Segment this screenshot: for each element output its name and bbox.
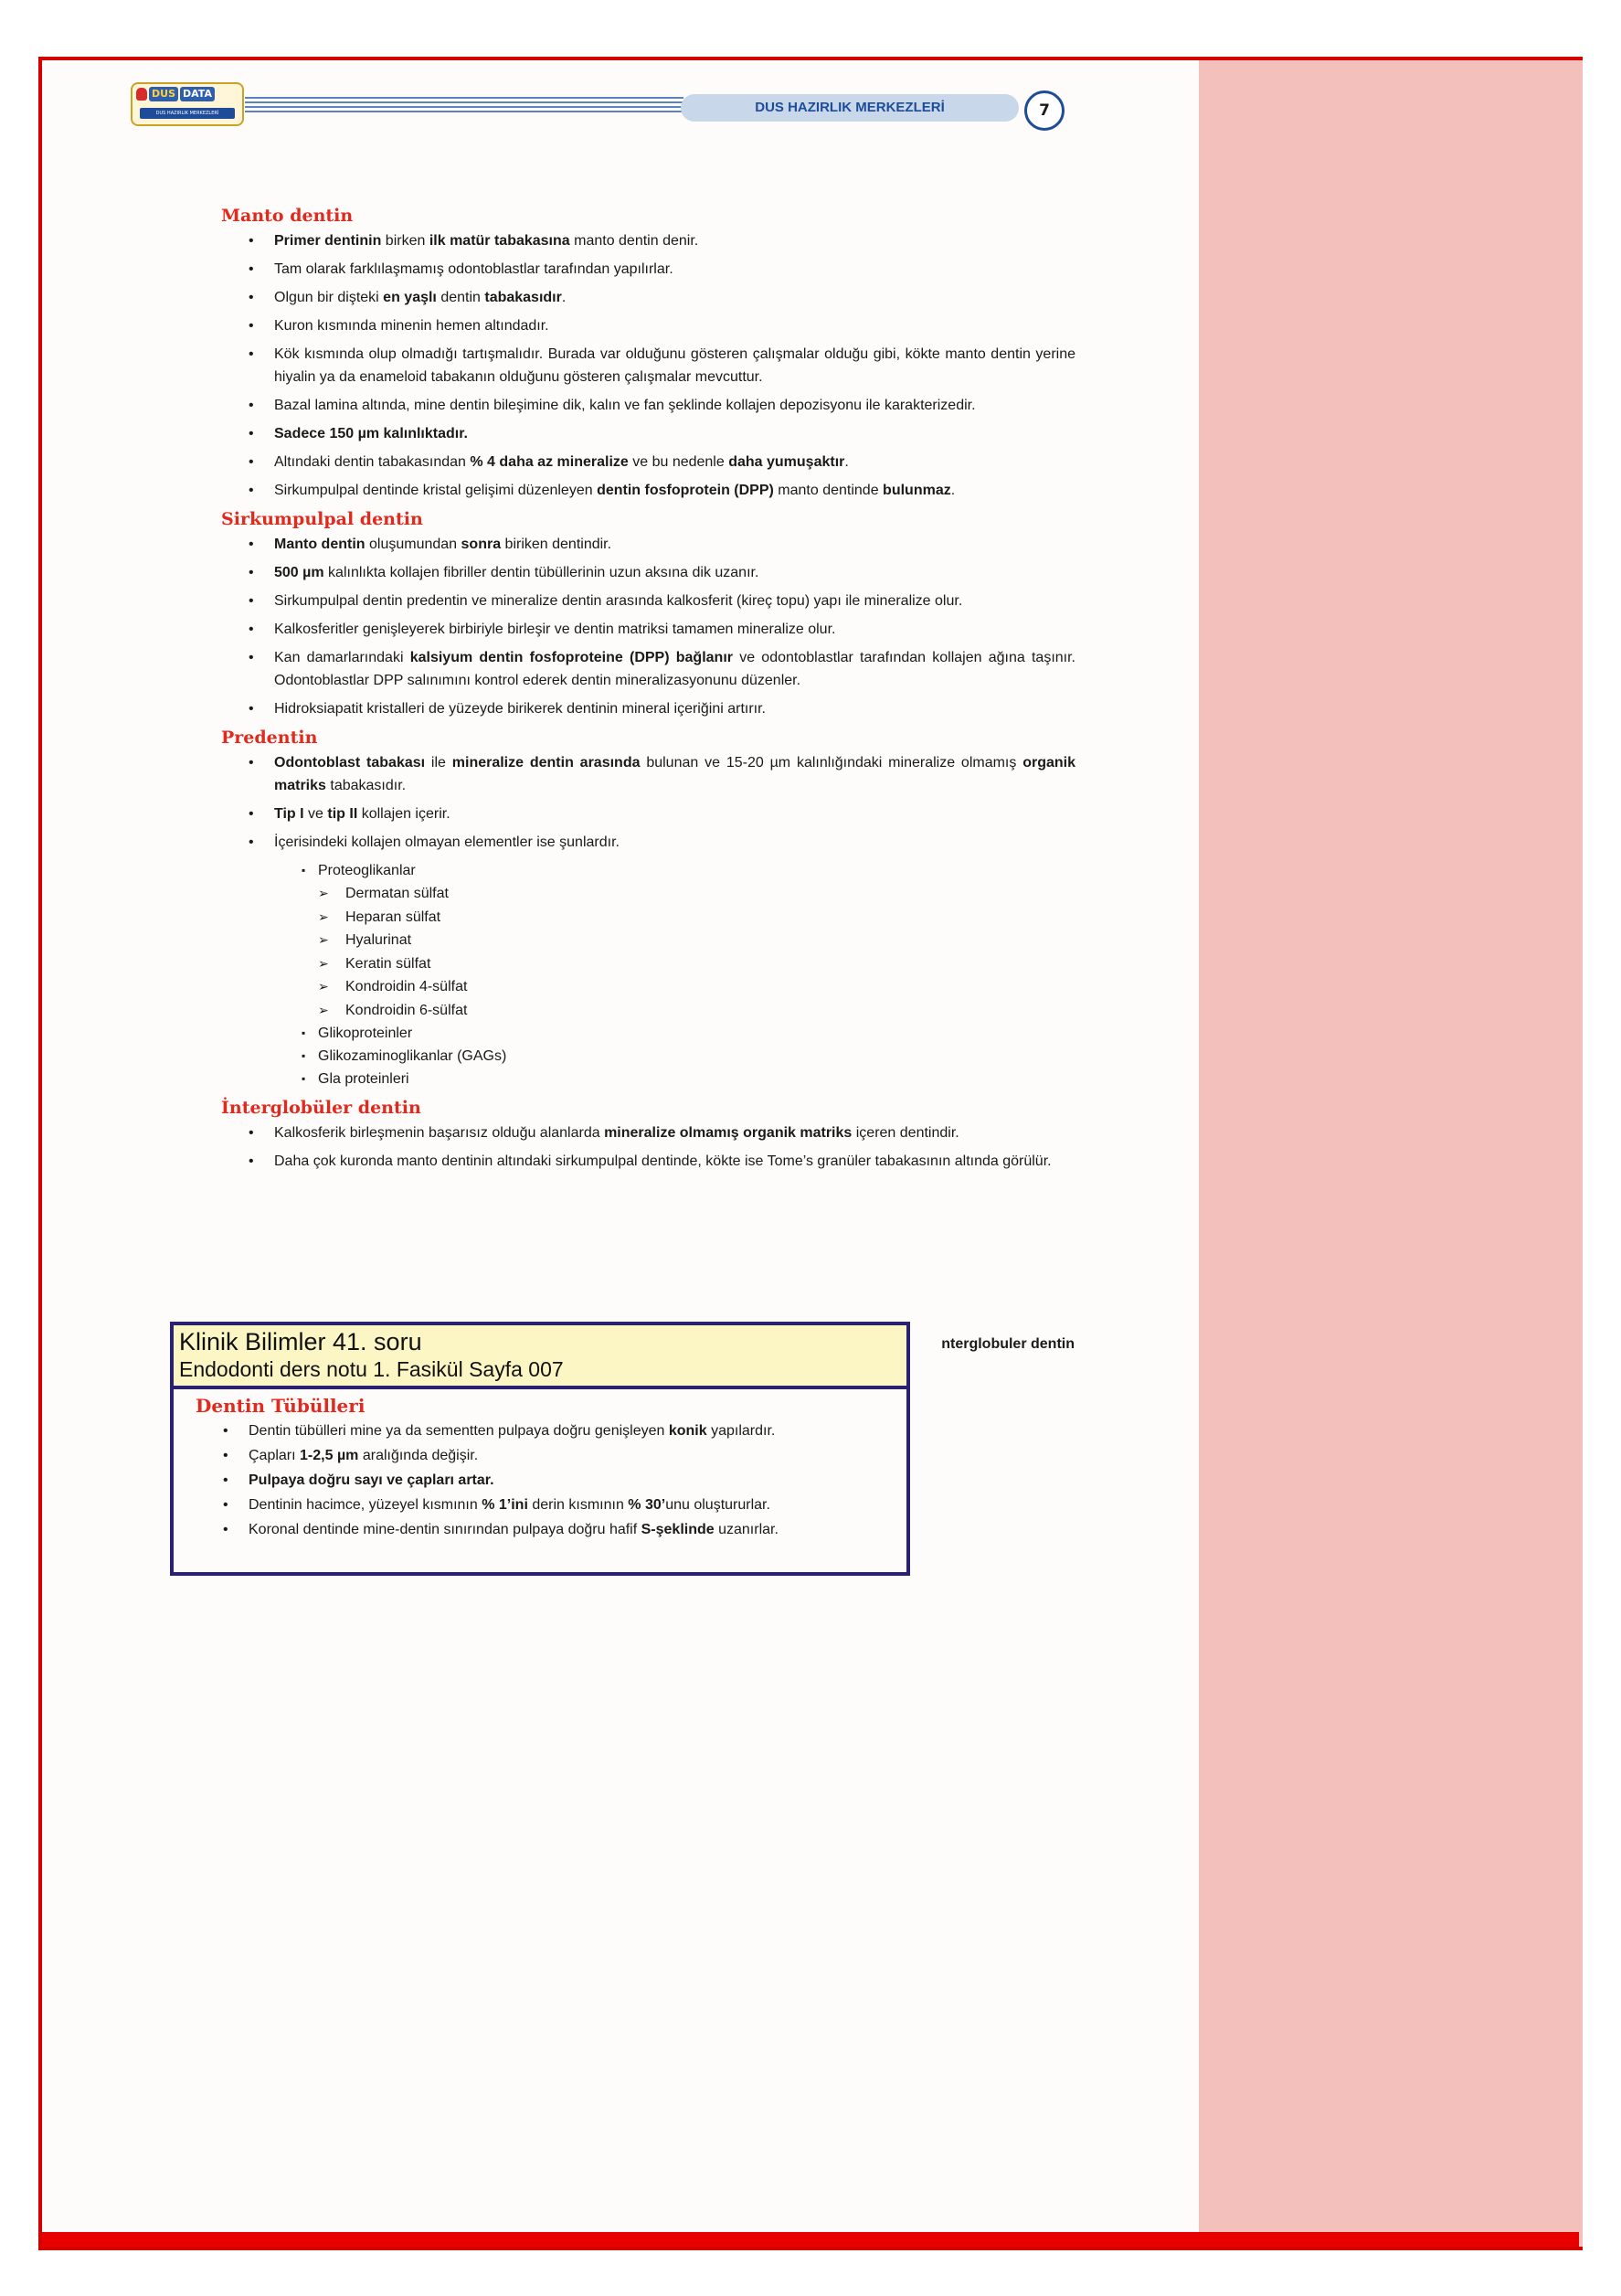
nested-list: [318, 882, 1075, 1022]
nested-list-item: ➢ Kondroidin 6-sülfat: [318, 999, 1075, 1023]
section-title: Predentin: [221, 728, 318, 748]
text-run: ve odontoblastlar tarafından kollajen ağına taşınır. Odontoblastlar DPP salınımını kontrol ederek dentin mineralizasyonunu düzenler.: [274, 650, 1076, 688]
bold-text: konik: [668, 1423, 707, 1439]
text-run: .: [950, 483, 956, 498]
text-run: dentin: [436, 290, 485, 305]
section-title: İnterglobüler dentin: [221, 1098, 421, 1118]
nested-list-item: ➢ Kondroidin 4-sülfat: [318, 975, 1075, 999]
annotation-box: [170, 1322, 910, 1576]
page-number: 7: [1024, 90, 1065, 131]
bullet-list: [221, 751, 1075, 854]
text-run: Olgun bir dişteki: [274, 290, 384, 305]
text-run: Kalkosferitler genişleyerek birbiriyle birleşir ve dentin matriksi tamamen mineralize olur.: [274, 622, 836, 637]
dusdata-logo: [131, 82, 244, 124]
sub-list-label: Glikozaminoglikanlar (GAGs): [318, 1048, 507, 1064]
text-run: .: [561, 290, 567, 305]
bold-text: kalsiyum dentin fosfoproteine (DPP) bağlanır: [409, 650, 733, 665]
bullet-list: [221, 533, 1075, 720]
bold-text: daha yumuşaktır: [728, 454, 845, 470]
logo-dus-text: DUS: [149, 87, 178, 101]
bottom-border-bar: [42, 2232, 1579, 2247]
list-item: [196, 1519, 890, 1541]
text-run: Altındaki dentin tabakasından: [274, 454, 471, 470]
text-run: Dentinin hacimce, yüzeyel kısmının: [249, 1497, 482, 1513]
page-margin: [1199, 60, 1583, 2247]
bold-text: Primer dentinin: [274, 233, 382, 249]
logo-data-text: DATA: [180, 87, 215, 101]
bold-text: ilk matür tabakasına: [429, 233, 570, 249]
bold-text: Pulpaya doğru sayı ve çapları artar.: [249, 1472, 494, 1488]
bold-text: tip II: [327, 806, 358, 822]
bold-text: en yaşlı: [383, 290, 437, 305]
text-run: Dentin tübülleri mine ya da sementten pulpaya doğru genişleyen: [249, 1423, 669, 1439]
text-run: Kan damarlarındaki: [274, 650, 410, 665]
bold-text: sonra: [461, 537, 502, 552]
document-body: [221, 206, 1075, 1180]
sub-list-item: [302, 859, 1075, 1022]
bullet-list: [196, 1420, 890, 1541]
text-run: kalınlıkta kollajen fibriller dentin tübüllerinin uzun aksına dik uzanır.: [323, 565, 759, 580]
text-run: aralığında değişir.: [358, 1448, 479, 1463]
tooth-icon: [136, 88, 147, 101]
text-run: .: [844, 454, 849, 470]
text-run: derin kısmının: [527, 1497, 629, 1513]
list-item: [221, 751, 1075, 797]
logo-subtitle: DUS HAZIRLIK MERKEZLERİ: [140, 108, 235, 119]
section-title: Manto dentin: [221, 206, 354, 226]
sub-list-label: Gla proteinleri: [318, 1071, 409, 1087]
text-run: Hidroksiapatit kristalleri de yüzeyde birikerek dentinin mineral içeriğini artırır.: [274, 701, 766, 717]
list-item: [196, 1420, 890, 1442]
list-item: [221, 394, 1075, 417]
partially-hidden-text: nterglobuler dentin: [941, 1336, 1075, 1352]
section: [221, 206, 1075, 502]
annotation-subtitle: Endodonti ders notu 1. Fasikül Sayfa 007: [179, 1357, 564, 1381]
text-run: kollajen içerir.: [357, 806, 450, 822]
section-title: Sirkumpulpal dentin: [221, 509, 423, 529]
bold-text: 500 µm: [274, 565, 324, 580]
nested-list-item: ➢ Dermatan sülfat: [318, 882, 1075, 906]
list-item: [221, 479, 1075, 502]
annotation-excerpt: [196, 1395, 890, 1544]
text-run: oluşumundan: [365, 537, 461, 552]
list-item: [221, 314, 1075, 337]
logo-frame: [131, 82, 244, 126]
text-run: ve: [303, 806, 328, 822]
nested-list-item: ➢ Heparan sülfat: [318, 906, 1075, 930]
bold-text: % 30’: [628, 1497, 666, 1513]
list-item: [221, 451, 1075, 473]
list-item: [221, 1121, 1075, 1144]
list-item: [221, 286, 1075, 309]
nested-list-item: ➢ Keratin sülfat: [318, 952, 1075, 976]
bold-text: dentin fosfoprotein (DPP): [597, 483, 774, 498]
text-run: Sirkumpulpal dentin predentin ve mineralize dentin arasında kalkosferit (kireç topu) yapı ile mineralize olur.: [274, 593, 963, 609]
sub-list-label: Proteoglikanlar: [318, 863, 416, 878]
bullet-list: [221, 1121, 1075, 1173]
sub-list-label: Glikoproteinler: [318, 1026, 413, 1041]
text-run: manto dentin denir.: [569, 233, 699, 249]
annotation-title: Klinik Bilimler 41. soru: [179, 1328, 422, 1355]
bold-text: Odontoblast tabakası: [274, 755, 426, 771]
list-item: [221, 561, 1075, 584]
list-item: [221, 422, 1075, 445]
list-item: [221, 646, 1075, 692]
text-run: uzanırlar.: [714, 1522, 779, 1537]
text-run: Kuron kısmında minenin hemen altındadır.: [274, 318, 549, 334]
text-run: içeren dentindir.: [852, 1125, 959, 1141]
nested-list-item: ➢ Hyalurinat: [318, 929, 1075, 952]
text-run: biriken dentindir.: [501, 537, 612, 552]
text-run: Daha çok kuronda manto dentinin altındaki sirkumpulpal dentinde, kökte ise Tome’s granüler tabakasının altında görülür.: [274, 1153, 1052, 1169]
bold-text: bulunmaz: [883, 483, 951, 498]
bold-text: tabakasıdır: [484, 290, 562, 305]
text-run: Sirkumpulpal dentinde kristal gelişimi düzenleyen: [274, 483, 598, 498]
section-title: Dentin Tübülleri: [196, 1395, 366, 1417]
section: [221, 1098, 1075, 1173]
text-run: birken: [381, 233, 429, 249]
list-item: [221, 697, 1075, 720]
header-title: DUS HAZIRLIK MERKEZLERİ: [681, 94, 1019, 122]
sub-list: [221, 859, 1075, 1090]
bold-text: organik matriks: [274, 755, 1076, 793]
text-run: Koronal dentinde mine-dentin sınırından pulpaya doğru hafif: [249, 1522, 641, 1537]
list-item: [221, 343, 1075, 388]
sub-list-item: [302, 1045, 1075, 1068]
list-item: [221, 803, 1075, 825]
text-run: manto dentinde: [773, 483, 884, 498]
bold-text: % 1’ini: [482, 1497, 528, 1513]
section: [221, 728, 1075, 1090]
list-item: [221, 831, 1075, 854]
list-item: [221, 590, 1075, 612]
annotation-header: [174, 1325, 906, 1389]
bold-text: 1-2,5 µm: [300, 1448, 359, 1463]
bullet-list: [221, 229, 1075, 502]
sub-list-item: [302, 1022, 1075, 1045]
list-item: [221, 229, 1075, 252]
list-item: [221, 618, 1075, 641]
text-run: Kök kısmında olup olmadığı tartışmalıdır. Burada var olduğunu gösteren çalışmalar olduğu gibi, kökte manto dentin yerine hiyalin ya da enameloid tabakanın olduğunu gösteren çalışmalar mevcuttur.: [274, 346, 1075, 385]
sub-list-item: [302, 1068, 1075, 1090]
text-run: tabakasıdır.: [325, 778, 407, 793]
bold-text: mineralize olmamış organik matriks: [604, 1125, 853, 1141]
section: [221, 509, 1075, 720]
text-run: yapılardır.: [706, 1423, 776, 1439]
bold-text: Sadece 150 µm kalınlıktadır.: [274, 426, 468, 441]
list-item: [196, 1445, 890, 1467]
text-run: ile: [425, 755, 452, 771]
list-item: [196, 1470, 890, 1492]
list-item: [196, 1494, 890, 1516]
text-run: Tam olarak farklılaşmamış odontoblastlar tarafından yapılırlar.: [274, 261, 673, 277]
bold-text: Manto dentin: [274, 537, 366, 552]
text-run: bulunan ve 15-20 µm kalınlığındaki mineralize olmamış: [640, 755, 1023, 771]
text-run: ve bu nedenle: [628, 454, 729, 470]
text-run: İçerisindeki kollajen olmayan elementler ise şunlardır.: [274, 834, 620, 850]
bold-text: Tip I: [274, 806, 304, 822]
text-run: Çapları: [249, 1448, 301, 1463]
list-item: [221, 1150, 1075, 1173]
list-item: [221, 533, 1075, 556]
bold-text: % 4 daha az mineralize: [470, 454, 629, 470]
list-item: [221, 258, 1075, 281]
bold-text: mineralize dentin arasında: [451, 755, 641, 771]
header-rule: [245, 97, 683, 115]
text-run: Kalkosferik birleşmenin başarısız olduğu alanlarda: [274, 1125, 605, 1141]
text-run: Bazal lamina altında, mine dentin bileşimine dik, kalın ve fan şeklinde kollajen depozisyonu ile karakterizedir.: [274, 398, 976, 413]
text-run: unu oluştururlar.: [665, 1497, 770, 1513]
bold-text: S-şeklinde: [641, 1522, 715, 1537]
